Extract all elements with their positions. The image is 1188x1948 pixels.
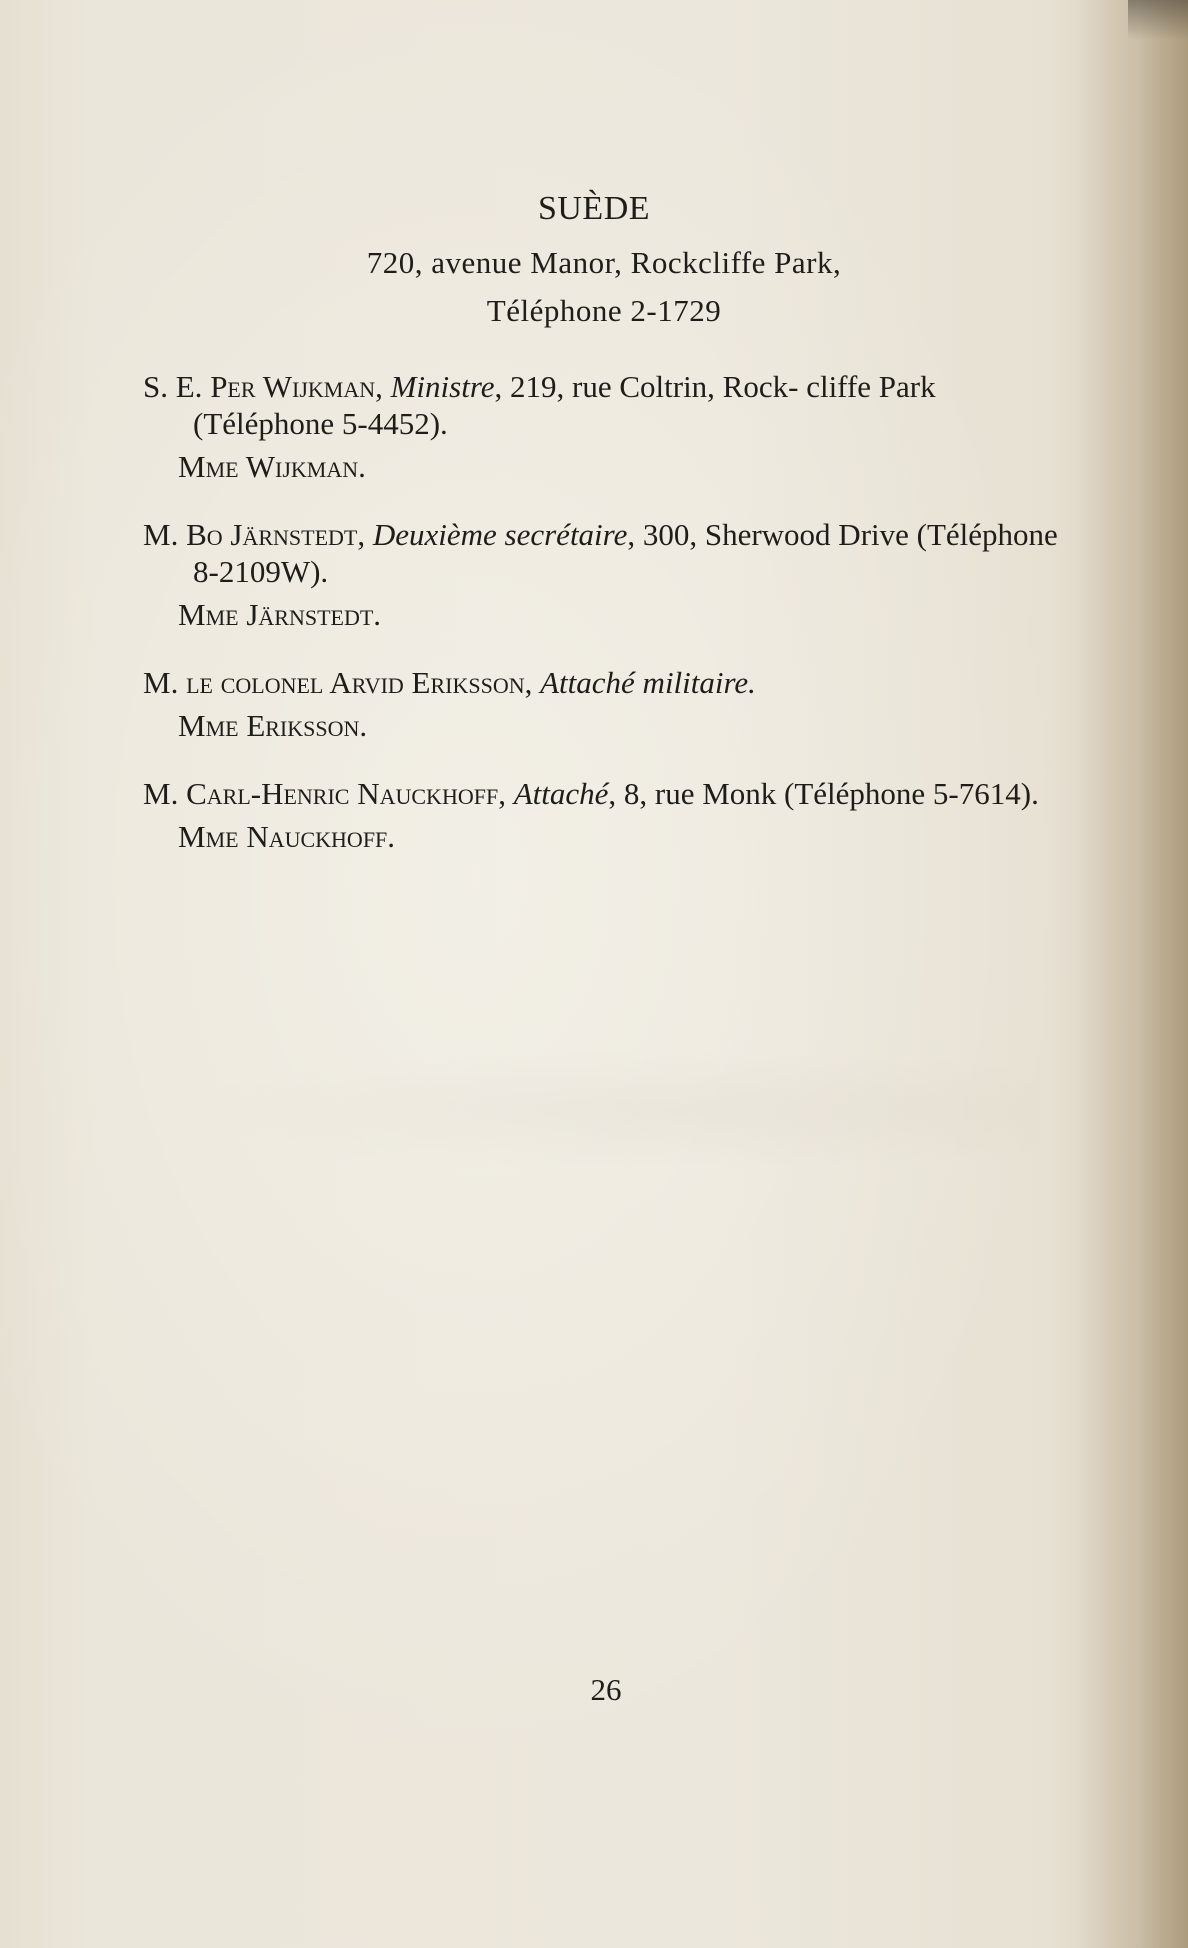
entry-spouse: Mme Nauckhoff.: [178, 819, 396, 854]
embassy-telephone: Téléphone 2-1729: [486, 293, 722, 328]
country-heading: SUÈDE: [537, 190, 651, 227]
entry-details: 219, rue Coltrin, Rock- cliffe Park (Téléphone 5-4452).: [193, 369, 936, 441]
entry-text: S. E. Per Wijkman, Ministre, 219, rue Coltrin, Rock- cliffe Park (Téléphone 5-4452).: [143, 369, 936, 441]
entry-text: M. Bo Järnstedt, Deuxième secrétaire, 300, Sherwood Drive (Téléphone 8-2109W).: [143, 517, 1058, 589]
entry-role: Ministre: [390, 369, 495, 404]
entry-name: Carl-Henric Nauckhoff: [186, 776, 499, 811]
entry-role: Deuxième secrétaire: [372, 517, 628, 552]
staff-entry: [143, 775, 1073, 855]
entry-spouse: Mme Järnstedt.: [178, 597, 382, 632]
entry-prefix: M.: [143, 517, 179, 552]
entry-prefix: S. E.: [143, 369, 203, 404]
page-edge: [1128, 0, 1188, 40]
entry-name: le colonel Arvid Eriksson: [186, 665, 525, 700]
show-through: [140, 1050, 1040, 1170]
page-number: 26: [590, 1672, 622, 1707]
staff-list: [143, 368, 1073, 886]
entry-details: 8, rue Monk (Téléphone 5-7614).: [623, 776, 1039, 811]
embassy-address: 720, avenue Manor, Rockcliffe Park,: [366, 245, 842, 280]
entry-prefix: M.: [143, 776, 179, 811]
entry-prefix: M.: [143, 665, 179, 700]
entry-text: M. le colonel Arvid Eriksson, Attaché militaire.: [143, 665, 756, 700]
entry-role: Attaché: [513, 776, 609, 811]
entry-name: Per Wijkman: [210, 369, 376, 404]
entry-text: M. Carl-Henric Nauckhoff, Attaché, 8, rue Monk (Téléphone 5-7614).: [143, 776, 1039, 811]
entry-name: Bo Järnstedt: [186, 517, 358, 552]
staff-entry: [143, 368, 1073, 485]
staff-entry: [143, 516, 1073, 633]
entry-spouse: Mme Wijkman.: [178, 449, 366, 484]
entry-spouse: Mme Eriksson.: [178, 708, 368, 743]
entry-details: 300, Sherwood Drive (Téléphone 8-2109W).: [193, 517, 1058, 589]
entry-role: Attaché militaire.: [540, 665, 756, 700]
staff-entry: [143, 664, 1073, 744]
